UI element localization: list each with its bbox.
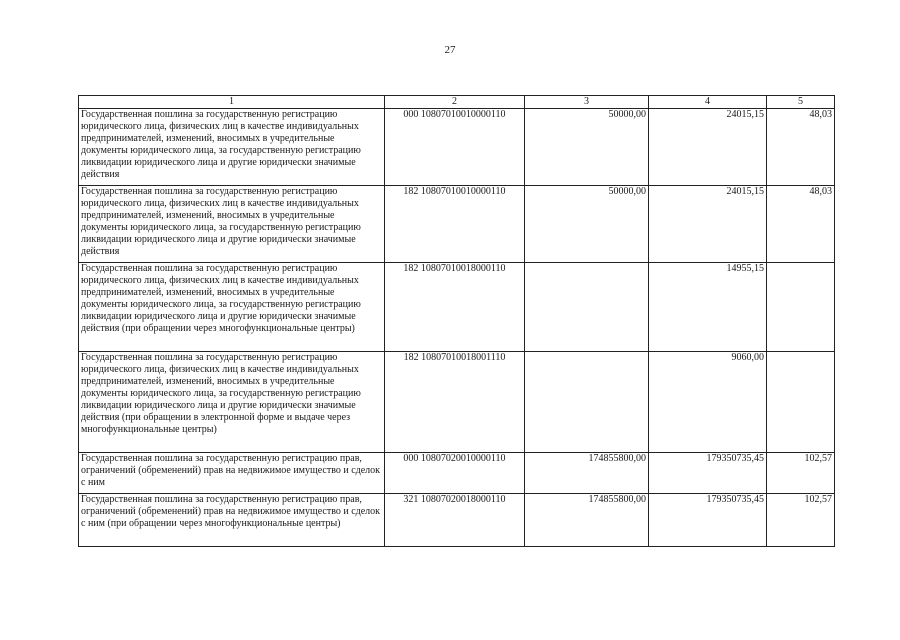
page-number: 27 bbox=[444, 44, 456, 56]
table-header-row bbox=[79, 96, 835, 109]
row-fact-cell: 179350735,45 bbox=[649, 453, 767, 494]
row-name-cell: Государственная пошлина за государственную регистрацию юридического лица, физических лиц в качестве индивидуальных предпринимателей, изменений, вносимых в учредительные документы юридического лица, за государственную регистрацию ликвидации юридического лица и другие юридически значимые действия (при обращении в электронной форме и выдаче через многофункциональные центры) bbox=[79, 352, 385, 453]
table-row bbox=[79, 352, 835, 453]
row-fact-cell: 179350735,45 bbox=[649, 494, 767, 547]
table-row bbox=[79, 109, 835, 186]
row-percent-cell: 102,57 bbox=[767, 453, 835, 494]
row-fact-cell: 24015,15 bbox=[649, 186, 767, 263]
column-header-4: 4 bbox=[649, 96, 767, 109]
table-row bbox=[79, 453, 835, 494]
row-percent-cell bbox=[767, 352, 835, 453]
row-name-cell: Государственная пошлина за государственную регистрацию юридического лица, физических лиц в качестве индивидуальных предпринимателей, изменений, вносимых в учредительные документы юридического лица, за государственную регистрацию ликвидации юридического лица и другие юридически значимые действия (при обращении через многофункциональные центры) bbox=[79, 263, 385, 352]
row-name-cell: Государственная пошлина за государственную регистрацию прав, ограничений (обременений) прав на недвижимое имущество и сделок с ним (при обращении через многофункциональные центры) bbox=[79, 494, 385, 547]
row-name-cell: Государственная пошлина за государственную регистрацию прав, ограничений (обременений) прав на недвижимое имущество и сделок с ним bbox=[79, 453, 385, 494]
row-plan-cell: 50000,00 bbox=[525, 109, 649, 186]
table-row bbox=[79, 494, 835, 547]
table-row bbox=[79, 186, 835, 263]
revenue-table bbox=[78, 95, 835, 547]
row-plan-cell bbox=[525, 352, 649, 453]
row-fact-cell: 9060,00 bbox=[649, 352, 767, 453]
row-code-cell: 000 10807020010000110 bbox=[385, 453, 525, 494]
table-row bbox=[79, 263, 835, 352]
row-name-cell: Государственная пошлина за государственную регистрацию юридического лица, физических лиц в качестве индивидуальных предпринимателей, изменений, вносимых в учредительные документы юридического лица, за государственную регистрацию ликвидации юридического лица и другие юридически значимые действия bbox=[79, 186, 385, 263]
row-code-cell: 182 10807010018000110 bbox=[385, 263, 525, 352]
row-plan-cell: 50000,00 bbox=[525, 186, 649, 263]
row-percent-cell bbox=[767, 263, 835, 352]
row-percent-cell: 102,57 bbox=[767, 494, 835, 547]
row-code-cell: 000 10807010010000110 bbox=[385, 109, 525, 186]
row-code-cell: 182 10807010018001110 bbox=[385, 352, 525, 453]
row-percent-cell: 48,03 bbox=[767, 186, 835, 263]
row-fact-cell: 14955,15 bbox=[649, 263, 767, 352]
row-code-cell: 182 10807010010000110 bbox=[385, 186, 525, 263]
column-header-5: 5 bbox=[767, 96, 835, 109]
row-plan-cell bbox=[525, 263, 649, 352]
row-code-cell: 321 10807020018000110 bbox=[385, 494, 525, 547]
row-name-cell: Государственная пошлина за государственную регистрацию юридического лица, физических лиц в качестве индивидуальных предпринимателей, изменений, вносимых в учредительные документы юридического лица, за государственную регистрацию ликвидации юридического лица и другие юридически значимые действия bbox=[79, 109, 385, 186]
column-header-1: 1 bbox=[79, 96, 385, 109]
row-plan-cell: 174855800,00 bbox=[525, 494, 649, 547]
column-header-3: 3 bbox=[525, 96, 649, 109]
row-fact-cell: 24015,15 bbox=[649, 109, 767, 186]
row-percent-cell: 48,03 bbox=[767, 109, 835, 186]
column-header-2: 2 bbox=[385, 96, 525, 109]
row-plan-cell: 174855800,00 bbox=[525, 453, 649, 494]
